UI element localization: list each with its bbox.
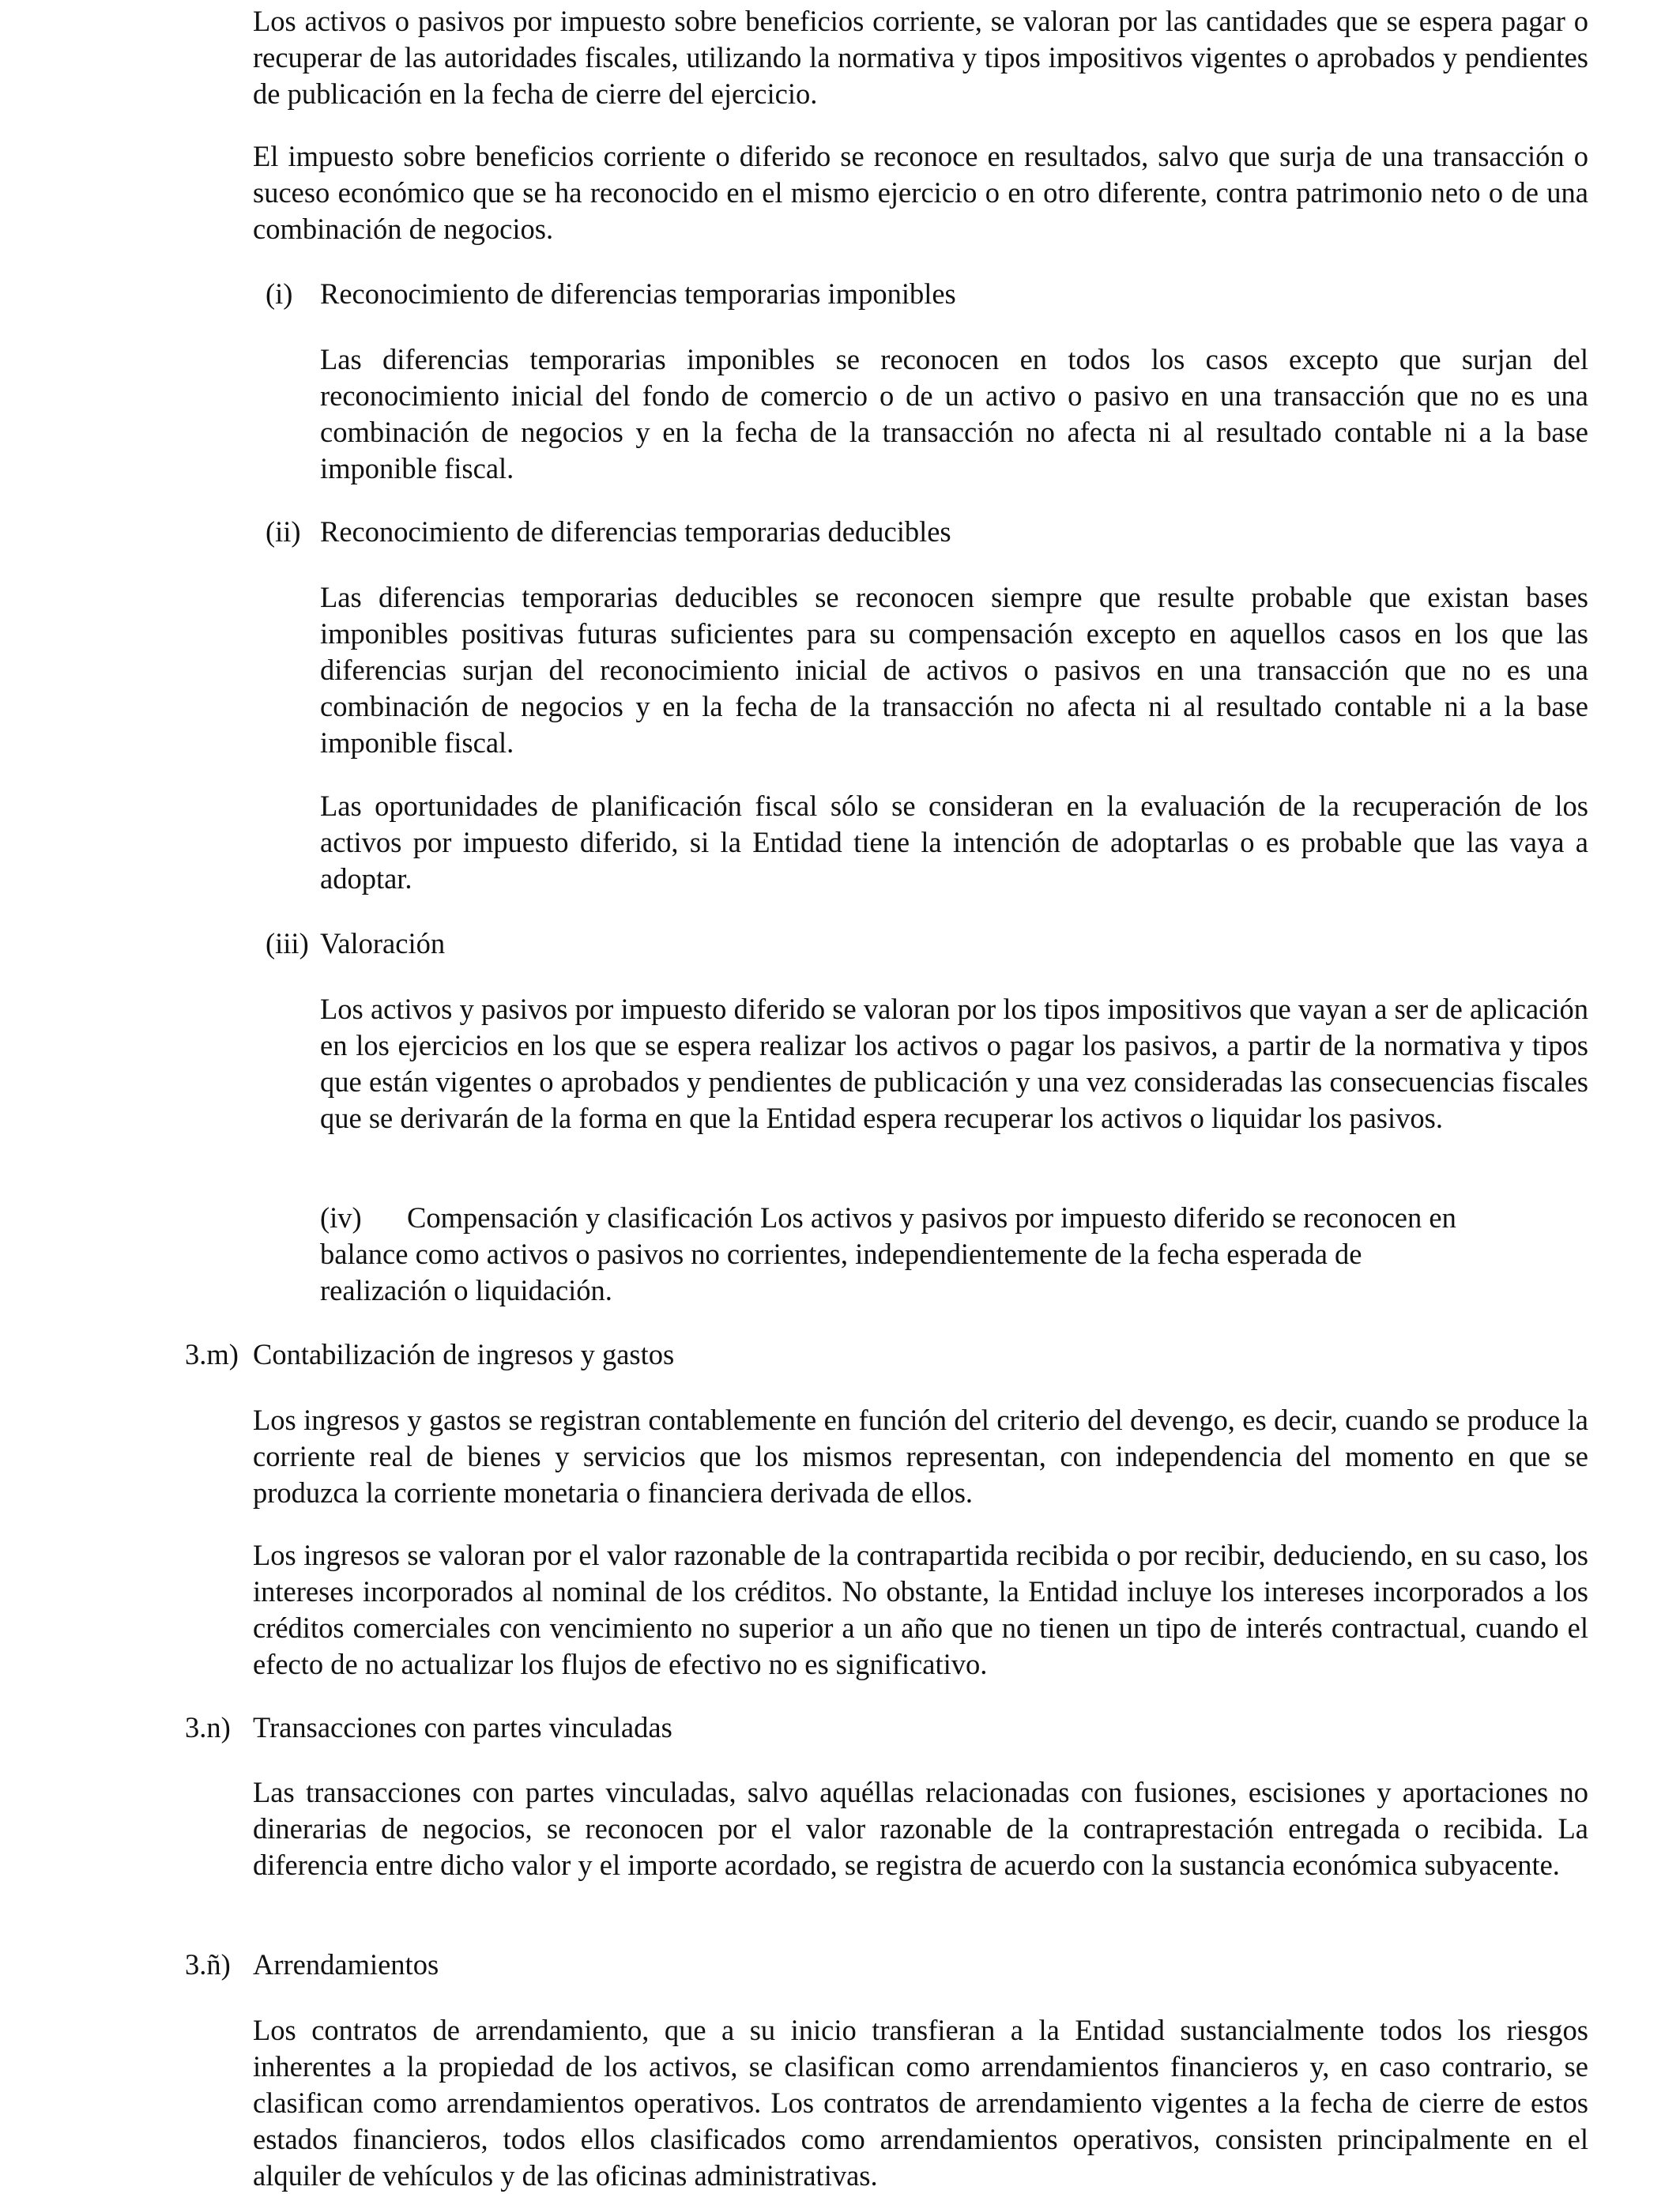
section-number: 3.n) xyxy=(185,1711,231,1744)
subsection-number: (i) xyxy=(266,277,293,310)
subsection-iv-text-2: balance como activos o pasivos no corrientes, independientemente de la fecha esperada de xyxy=(320,1238,1362,1270)
section-m-paragraph-1: Los ingresos y gastos se registran contablemente en función del criterio del devengo, es decir, cuando se produce la corriente real de bienes y servicios que los mismos representan, con independencia del momento en que se produzca la corriente monetaria o financiera derivada de ellos. xyxy=(253,1404,1588,1509)
subsection-ii-paragraph-1: Las diferencias temporarias deducibles se reconocen siempre que resulte probable que existan bases imponibles positivas futuras suficientes para su compensación excepto en aquellos casos en los que las diferencias surjan del reconocimiento inicial de activos o pasivos en una transacción que no es una combinación de negocios y en la fecha de la transacción no afecta ni al resultado contable ni a la base imponible fiscal. xyxy=(320,581,1588,759)
subsection-iv-text-3: realización o liquidación. xyxy=(320,1274,612,1306)
section-enie-paragraph: Los contratos de arrendamiento, que a su inicio transfieran a la Entidad sustancialmente todos los riesgos inherentes a la propiedad de los activos, se clasifican como arrendamientos financieros y, en caso contrario, se clasifican como arrendamientos operativos. Los contratos de arrendamiento vigentes a la fecha de cierre de estos estados financieros, todos ellos clasificados como arrendamientos operativos, consisten principalmente en el alquiler de vehículos y de las oficinas administrativas. xyxy=(253,2014,1588,2192)
section-number: 3.ñ) xyxy=(185,1948,231,1981)
subsection-i-paragraph: Las diferencias temporarias imponibles se reconocen en todos los casos excepto que surjan del reconocimiento inicial del fondo de comercio o de un activo o pasivo en una transacción que no es una combinación de negocios y en la fecha de la transacción no afecta ni al resultado contable ni a la base imponible fiscal. xyxy=(320,343,1588,484)
intro-paragraph-2: El impuesto sobre beneficios corriente o diferido se reconoce en resultados, salvo que surja de una transacción o suceso económico que se ha reconocido en el mismo ejercicio o en otro diferente, contra patrimonio neto o de una combinación de negocios. xyxy=(253,140,1588,245)
section-title: Arrendamientos xyxy=(253,1948,439,1981)
section-m-paragraph-2: Los ingresos se valoran por el valor razonable de la contrapartida recibida o por recibir, deduciendo, en su caso, los intereses incorporados al nominal de los créditos. No obstante, la Entidad incluye los intereses incorporados a los créditos comerciales con vencimiento no superior a un año que no tienen un tipo de interés contractual, cuando el efecto de no actualizar los flujos de efectivo no es significativo. xyxy=(253,1539,1588,1680)
subsection-title: Reconocimiento de diferencias temporarias imponibles xyxy=(320,277,956,310)
subsection-iii-heading xyxy=(266,925,445,962)
subsection-ii-paragraph-2: Las oportunidades de planificación fiscal sólo se consideran en la evaluación de la recuperación de los activos por impuesto diferido, si la Entidad tiene la intención de adoptarlas o es probable que las vaya a adoptar. xyxy=(320,790,1588,895)
section-number: 3.m) xyxy=(185,1338,239,1370)
subsection-number: (ii) xyxy=(266,515,301,548)
section-title: Transacciones con partes vinculadas xyxy=(253,1711,672,1744)
subsection-iv-text-1: Compensación y clasificación Los activos y pasivos por impuesto diferido se reconocen en xyxy=(407,1201,1456,1234)
subsection-title: Reconocimiento de diferencias temporarias deducibles xyxy=(320,515,951,548)
subsection-number: (iv) xyxy=(320,1201,362,1234)
section-enie-heading xyxy=(185,1947,439,1983)
subsection-title: Valoración xyxy=(320,927,446,959)
section-m-heading xyxy=(185,1336,674,1373)
section-n-heading xyxy=(185,1710,672,1746)
section-title: Contabilización de ingresos y gastos xyxy=(253,1338,675,1370)
subsection-iii-paragraph: Los activos y pasivos por impuesto diferido se valoran por los tipos impositivos que vayan a ser de aplicación en los ejercicios en los que se espera realizar los activos o pagar los pasivos, a partir de la normativa y tipos que están vigentes o aprobados y pendientes de publicación y una vez consideradas las consecuencias fiscales que se derivarán de la forma en que la Entidad espera recuperar los activos o liquidar los pasivos. xyxy=(320,993,1588,1134)
subsection-iv-line-1 xyxy=(320,1200,1456,1236)
subsection-number: (iii) xyxy=(266,927,309,959)
section-n-paragraph: Las transacciones con partes vinculadas, salvo aquéllas relacionadas con fusiones, escisiones y aportaciones no dinerarias de negocios, se reconocen por el valor razonable de la contraprestación entregada o recibida. La diferencia entre dicho valor y el importe acordado, se registra de acuerdo con la sustancia económica subyacente. xyxy=(253,1776,1588,1881)
intro-paragraph-1: Los activos o pasivos por impuesto sobre beneficios corriente, se valoran por las cantidades que se espera pagar o recuperar de las autoridades fiscales, utilizando la normativa y tipos impositivos vigentes o aprobados y pendientes de publicación en la fecha de cierre del ejercicio. xyxy=(253,5,1588,110)
subsection-i-heading xyxy=(266,276,956,312)
subsection-ii-heading xyxy=(266,514,951,550)
